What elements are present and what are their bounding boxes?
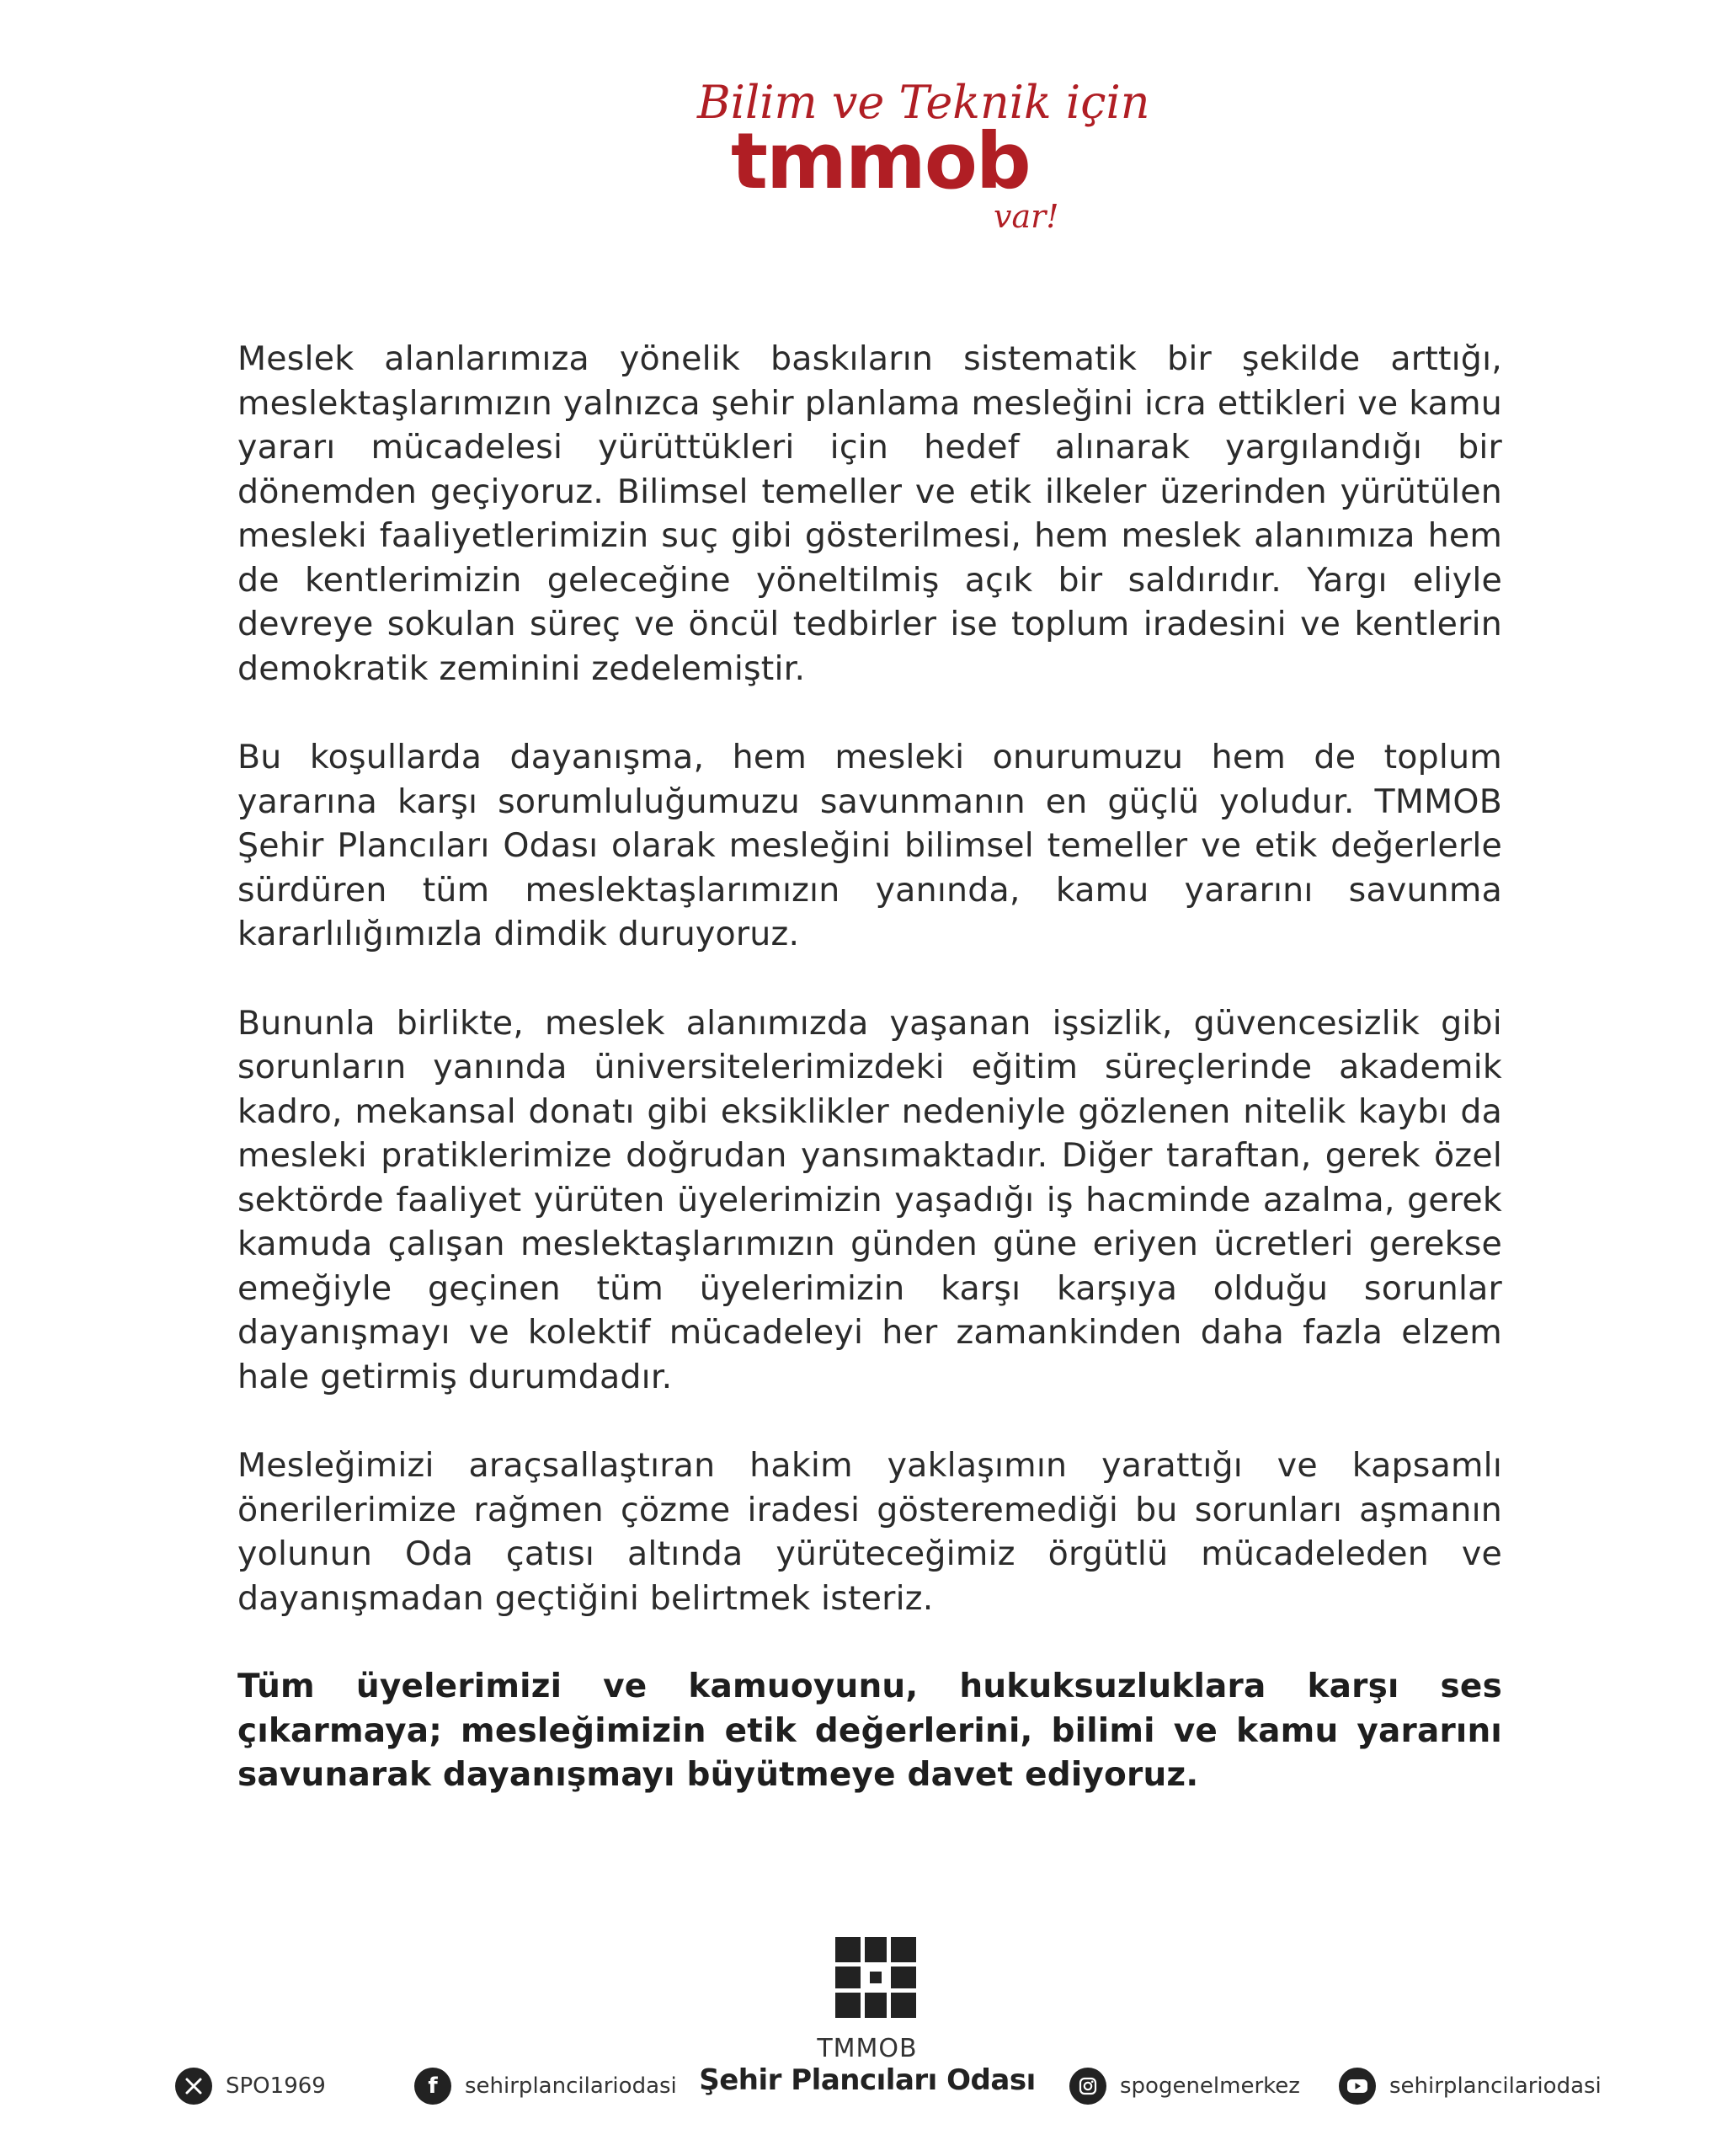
instagram-icon (1069, 2068, 1106, 2105)
spo-grid-icon (835, 1937, 916, 2018)
header-logo (0, 0, 1727, 286)
social-youtube[interactable] (1339, 2068, 1602, 2105)
paragraph-4: Mesleğimizi araçsallaştıran hakim yaklaşımın yarattığı ve kapsamlı önerilerimize rağmen çözme iradesi gösteremediği bu sorunları aşmanın yolunun Oda çatısı altında yürüteceğimiz örgütlü mücadeleden ve dayanışmadan geçtiğini belirtmek isteriz. (237, 1446, 1502, 1618)
tmmob-slogan-logo (665, 67, 1150, 253)
slogan-tail: var! (994, 198, 1059, 235)
social-facebook-label: sehirplancilariodasi (465, 2073, 677, 2099)
paragraph-1: Meslek alanlarımıza yönelik baskıların sistematik bir şekilde arttığı, meslektaşlarımızın yalnızca şehir planlama mesleğini icra ettikleri ve kamu yararı mücadelesi yürüttükleri için hedef alınarak yargılandığı bir dönemden geçiyoruz. Bilimsel temeller ve etik ilkeler üzerinden yürütülen mesleki faaliyetlerimizin suç gibi gösterilmesi, hem meslek alanımıza hem de kentlerimizin geleceğine yöneltilmiş açık bir saldırıdır. Yargı eliyle devreye sokulan süreç ve öncül tedbirler ise toplum iradesini ve kentlerin demokratik zeminini zedelemiştir. (237, 339, 1502, 688)
brand-wordmark: tmmob (731, 116, 1030, 206)
org-name (699, 2035, 1036, 2097)
paragraph-2: Bu koşullarda dayanışma, hem mesleki onurumuzu hem de toplum yararına karşı sorumluluğumuzu savunmanın en güçlü yoludur. TMMOB Şehir Plancıları Odası olarak mesleğini bilimsel temeller ve etik değerlerle sürdüren tüm meslektaşlarımızın yanında, kamu yararını savunma kararlılığımızla dimdik duruyoruz. (237, 738, 1502, 953)
statement-body (237, 337, 1502, 1843)
facebook-icon: f (414, 2068, 451, 2105)
paragraph-3: Bununla birlikte, meslek alanımızda yaşanan işsizlik, güvencesizlik gibi sorunların yanında üniversitelerimizdeki eğitim süreçlerinde akademik kadro, mekansal donatı gibi eksiklikler nedeniyle gözlenen nitelik kaybı da mesleki pratiklerimize doğrudan yansımaktadır. Diğer taraftan, gerek özel sektörde faaliyet yürüten üyelerimizin yaşadığı iş hacminde azalma, gerek kamuda çalışan meslektaşlarımızın günden güne eriyen ücretleri gerekse emeğiyle geçinen tüm üyelerimizin karşı karşıya olduğu sorunlar dayanışmayı ve kolektif mücadeleyi her zamankinden daha fazla elzem hale getirmiş durumdadır. (237, 1003, 1502, 1396)
closing-call: Tüm üyelerimizi ve kamuoyunu, hukuksuzluklara karşı ses çıkarmaya; mesleğimizin etik değerlerini, bilimi ve kamu yararını savunarak dayanışmayı büyütmeye davet ediyoruz. (237, 1668, 1502, 1794)
social-x[interactable] (175, 2068, 326, 2105)
org-line-1: TMMOB (817, 2034, 918, 2063)
org-line-2: Şehir Plancıları Odası (699, 2063, 1036, 2097)
slogan-script: Bilim ve Teknik için (697, 76, 1150, 129)
social-instagram[interactable] (1069, 2068, 1300, 2105)
social-youtube-label: sehirplancilariodasi (1389, 2073, 1602, 2099)
social-x-label: SPO1969 (226, 2073, 326, 2099)
x-icon (175, 2068, 212, 2105)
social-instagram-label: spogenelmerkez (1120, 2073, 1300, 2099)
youtube-icon (1339, 2068, 1376, 2105)
social-facebook[interactable] (414, 2068, 677, 2105)
